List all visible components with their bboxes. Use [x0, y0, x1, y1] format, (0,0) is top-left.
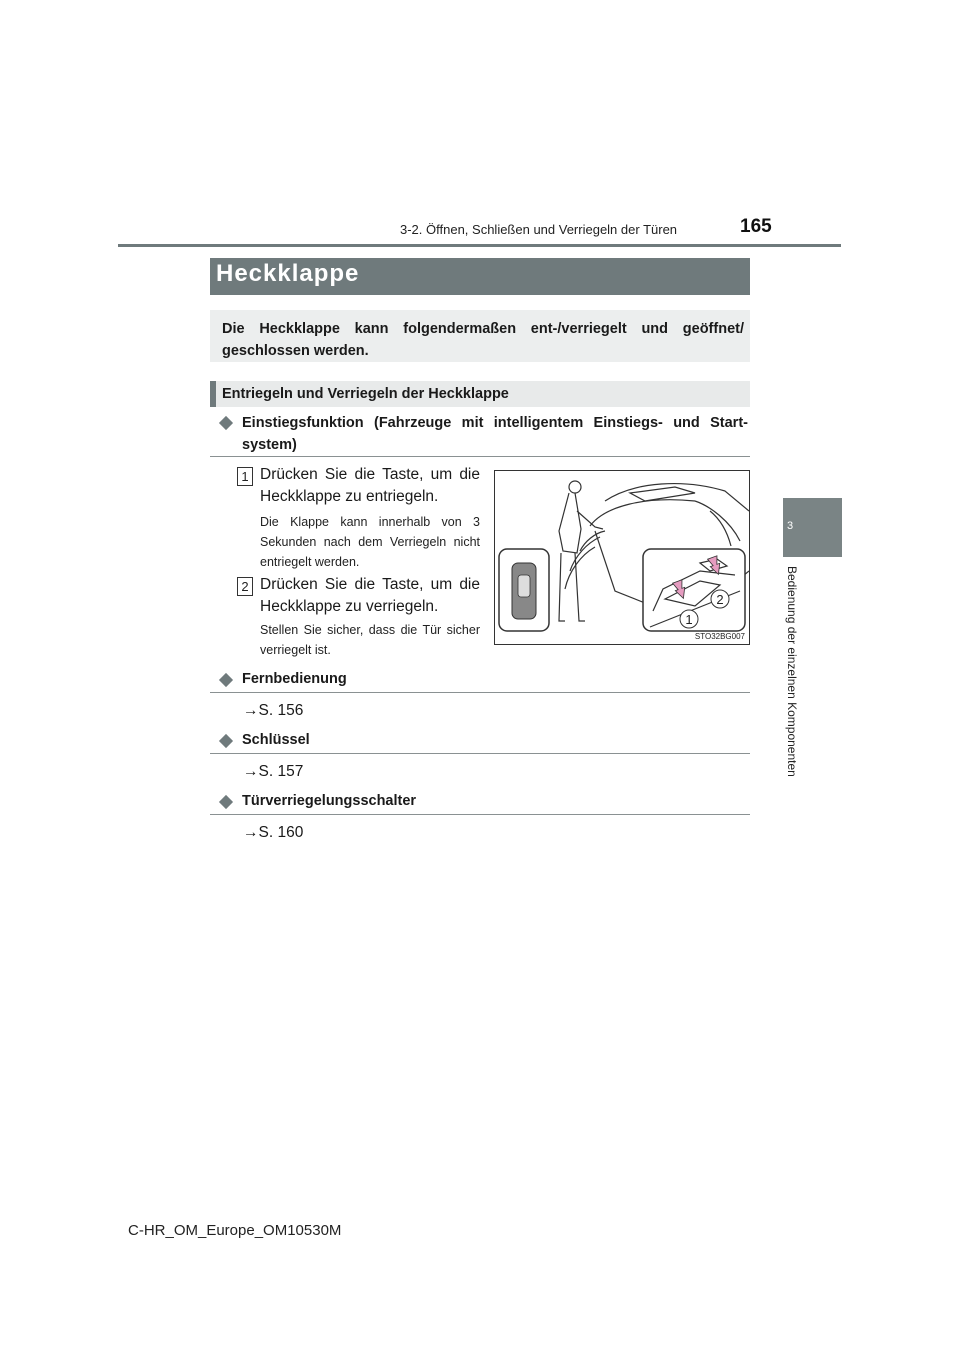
- section-title: Heckklappe: [216, 260, 360, 287]
- callout-2: 2: [716, 592, 724, 607]
- diamond-bullet-icon: [219, 416, 233, 430]
- step-1-note: Die Klappe kann innerhalb von 3 Sekunden nach dem Verriegeln nicht entriegelt werden.: [260, 515, 480, 569]
- document-footer: C-HR_OM_Europe_OM10530M: [128, 1222, 342, 1239]
- page-number: 165: [740, 216, 772, 237]
- intro-text: Die Heckklappe kann folgendermaßen ent-/verriegelt und geöffnet/ geschlossen werden.: [222, 321, 744, 359]
- illustration-code: STO32BG007: [694, 632, 745, 641]
- subsection-accent: [210, 381, 216, 407]
- key-page-ref: →S. 157: [243, 763, 304, 780]
- remote-page-ref: →S. 156: [243, 702, 304, 719]
- diamond-bullet-icon: [219, 734, 233, 748]
- step-2-text: Drücken Sie die Taste, um die Heckklappe zu verriegeln.: [260, 576, 480, 615]
- diamond-bullet-icon: [219, 673, 233, 687]
- remote-title: Fernbedienung: [242, 671, 347, 687]
- chapter-header: 3-2. Öffnen, Schließen und Verriegeln der Türen: [400, 222, 678, 237]
- section-rule: [210, 753, 750, 754]
- step-1-text: Drücken Sie die Taste, um die Heckklappe zu entriegeln.: [260, 466, 480, 505]
- entry-function-title: Einstiegsfunktion (Fahrzeuge mit intelligentem Einstiegs- und Start-system): [242, 415, 748, 453]
- section-rule: [210, 692, 750, 693]
- section-rule: [210, 814, 750, 815]
- door-lock-switch-title: Türverriegelungsschalter: [242, 793, 417, 809]
- section-rule: [210, 456, 750, 457]
- tailgate-illustration: [494, 470, 750, 645]
- chapter-tab-label: Bedienung der einzelnen Komponenten: [785, 566, 799, 777]
- door-lock-switch-page-ref: →S. 160: [243, 824, 304, 841]
- step-2-note: Stellen Sie sicher, dass die Tür sicher verriegelt ist.: [260, 623, 480, 657]
- step-number-1: 1: [237, 467, 253, 486]
- callout-1: 1: [685, 612, 693, 627]
- chapter-tab-label-wrap: [786, 566, 802, 802]
- step-number-2: 2: [237, 577, 253, 596]
- tailgate-drawing: [495, 471, 749, 644]
- diamond-bullet-icon: [219, 795, 233, 809]
- chapter-tab-number: 3: [786, 520, 794, 532]
- header-rule: [118, 244, 841, 247]
- key-title: Schlüssel: [242, 732, 310, 748]
- subsection-title: Entriegeln und Verriegeln der Heckklappe: [222, 386, 509, 402]
